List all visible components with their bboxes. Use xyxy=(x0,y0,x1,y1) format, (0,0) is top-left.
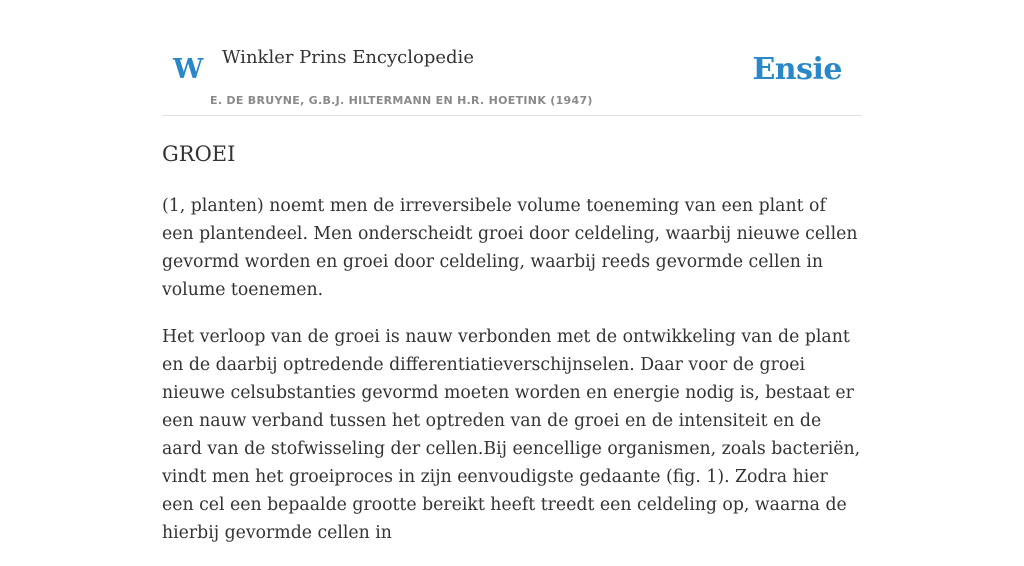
book-authors: E. DE BRUYNE, G.B.J. HILTERMANN EN H.R. HOETINK (1947) xyxy=(210,94,593,107)
entry-paragraph: Het verloop van de groei is nauw verbonden met de ontwikkeling van de plant en de daarbij optredende differentiatieverschijnselen. Daar voor de groei nieuwe celsubstanties gevormd moeten worden en energie nodig is, bestaat er een nauw verband tussen het optreden van de groei en de intensiteit en de aard van de stofwisseling der cellen.Bij eencellige organismen, zoals bacteriën, vindt men het groeiproces in zijn eenvoudigste gedaante (fig. 1). Zodra hier een cel een bepaalde grootte bereikt heeft treedt een celdeling op, waarna de hierbij gevormde cellen in xyxy=(162,327,861,543)
entry-title: GROEI xyxy=(162,142,236,166)
page-container xyxy=(162,0,862,543)
entry-body xyxy=(162,192,862,566)
wp-logo-icon[interactable]: W xyxy=(173,54,204,85)
ensie-logo[interactable]: Ensie xyxy=(752,52,842,87)
book-title-link[interactable]: Winkler Prins Encyclopedie xyxy=(222,47,474,68)
entry-paragraph: (1, planten) noemt men de irreversibele volume toeneming van een plant of een plantendeel. Men onderscheidt groei door celdeling, waarbij nieuwe cellen gevormd worden en groei door celdeling, waarbij reeds gevormde cellen in volume toenemen. xyxy=(162,196,858,300)
site-header xyxy=(162,0,862,116)
